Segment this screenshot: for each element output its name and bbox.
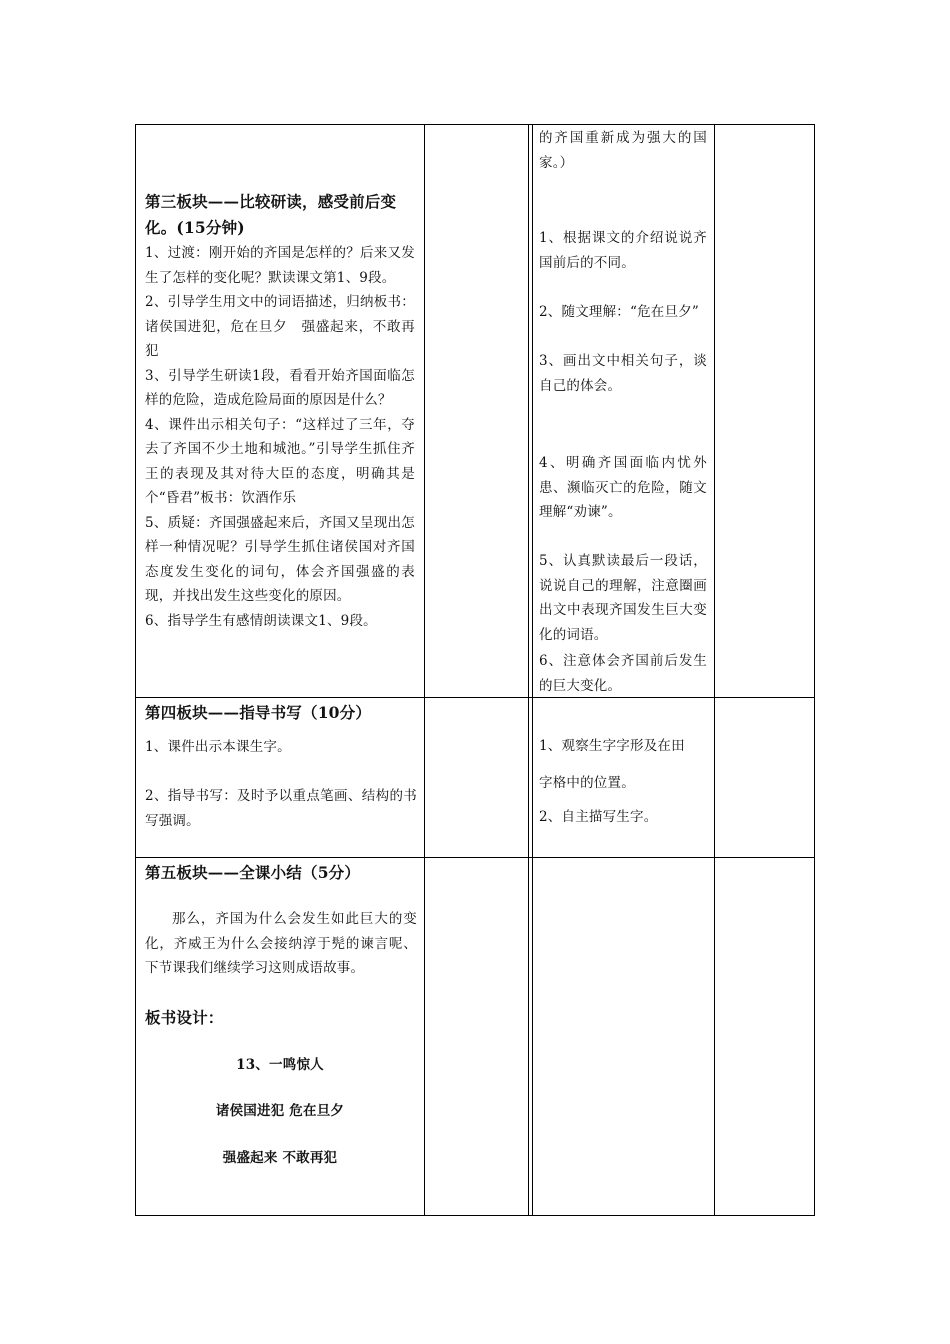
section3-student-item: 1、根据课文的介绍说说齐国前后的不同。 xyxy=(539,230,707,271)
section5-summary: 那么，齐国为什么会发生如此巨大的变化，齐威王为什么会接纳淳于髡的谏言呢、下节课我们继续学习这则成语故事。 xyxy=(145,911,417,976)
section3-teacher-cell xyxy=(145,189,415,633)
section3-student-item: 3、画出文中相关句子，谈自己的体会。 xyxy=(539,353,707,394)
row-divider xyxy=(136,697,814,698)
board-design-label: 板书设计： xyxy=(145,1008,224,1027)
section3-student-carry: 的齐国重新成为强大的国家。） xyxy=(539,130,707,171)
column-divider xyxy=(528,125,529,1215)
column-divider xyxy=(532,125,533,1215)
row-divider xyxy=(136,857,814,858)
section3-student-item: 2、随文理解：“危在旦夕” xyxy=(539,304,699,320)
section4-teacher-step: 1、课件出示本课生字。 xyxy=(145,739,291,755)
section4-teacher-step: 2、指导书写：及时予以重点笔画、结构的书写强调。 xyxy=(145,788,417,829)
section4-heading: 第四板块——指导书写（10分） xyxy=(145,703,372,722)
section5-heading: 第五板块——全课小结（5分） xyxy=(145,863,361,882)
section4-student-line: 字格中的位置。 xyxy=(539,775,635,791)
section3-teacher-step: 6、指导学生有感情朗读课文1、9段。 xyxy=(145,612,377,629)
section3-teacher-step: 4、课件出示相关句子：“这样过了三年，夺去了齐国不少土地和城池。”引导学生抓住齐王的表现及其对待大臣的态度，明确其是个“昏君”板书：饮酒作乐 xyxy=(145,416,415,506)
section4-teacher-cell xyxy=(145,700,415,726)
board-line: 强盛起来 不敢再犯 xyxy=(222,1150,338,1166)
board-line: 诸侯国进犯 危在旦夕 xyxy=(215,1103,345,1119)
section3-teacher-step: 5、质疑：齐国强盛起来后，齐国又呈现出怎样一种情况呢？引导学生抓住诸侯国对齐国态度发生变化的词句，体会齐国强盛的表现，并找出发生这些变化的原因。 xyxy=(145,514,415,604)
column-divider xyxy=(424,125,425,1215)
section3-teacher-step: 3、引导学生研读1段，看看开始齐国面临怎样的危险，造成危险局面的原因是什么？ xyxy=(145,367,415,408)
section3-student-item: 6、注意体会齐国前后发生的巨大变化。 xyxy=(539,653,707,694)
section3-student-item: 4、明确齐国面临内忧外患、濒临灭亡的危险，随文理解“劝谏”。 xyxy=(539,455,707,520)
column-divider xyxy=(714,125,715,1215)
section3-teacher-step: 2、引导学生用文中的词语描述，归纳板书：诸侯国进犯，危在旦夕 强盛起来，不敢再犯 xyxy=(145,294,415,359)
section3-student-item: 5、认真默读最后一段话，说说自己的理解，注意圈画出文中表现齐国发生巨大变化的词语。 xyxy=(539,553,707,643)
lesson-plan-table xyxy=(135,124,815,1216)
board-title: 13、一鸣惊人 xyxy=(236,1057,324,1073)
section4-student-line: 2、自主描写生字。 xyxy=(539,809,658,825)
section5-teacher-cell xyxy=(145,860,415,886)
section4-student-line: 1、观察生字字形及在田 xyxy=(539,738,685,754)
section3-teacher-step: 1、过渡：刚开始的齐国是怎样的？后来又发生了怎样的变化呢？默读课文第1、9段。 xyxy=(145,245,415,286)
section3-heading: 第三板块——比较研读，感受前后变化。(15分钟) xyxy=(145,192,397,237)
